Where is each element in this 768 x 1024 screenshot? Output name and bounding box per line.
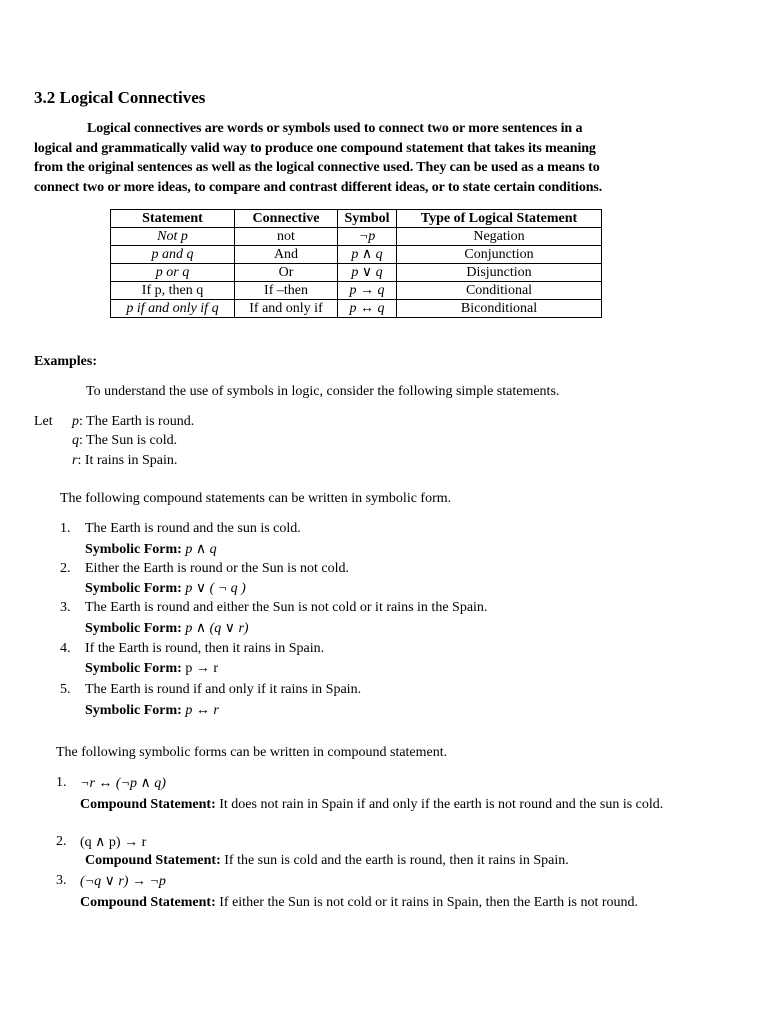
cell-connective: And [235,246,338,264]
compound-text: The Earth is round and either the Sun is not cold or it rains in the Spain. [85,600,488,615]
compound-text: The Earth is round and the sun is cold. [85,521,301,536]
header-type: Type of Logical Statement [397,210,602,228]
cell-connective: If and only if [235,300,338,318]
symbolic-intro: The following symbolic forms can be written in compound statement. [56,745,448,760]
header-symbol: Symbol [338,210,397,228]
symbolic-form-line: Symbolic Form: p → r [85,661,218,676]
cell-connective: Or [235,264,338,282]
symbolic-form-line: Symbolic Form: p ∧ q [85,542,217,557]
table-row [111,264,602,282]
let-label: Let [34,414,53,429]
cell-type: Disjunction [397,264,602,282]
simple-statement-r: r: It rains in Spain. [72,453,178,468]
compound-statement: Compound Statement: If the sun is cold and the earth is round, then it rains in Spain. [85,853,569,868]
intro-line: Logical connectives are words or symbols used to connect two or more sentences in a [87,121,583,136]
simple-statement-p: p: The Earth is round. [72,414,195,429]
cell-symbol: p ↔ q [338,300,397,318]
symbolic-form: (¬q ∨ r) → ¬p [80,874,166,889]
table-row [111,300,602,318]
list-number: 2. [60,561,71,576]
simple-statement-q: q: The Sun is cold. [72,433,178,448]
list-number: 5. [60,682,71,697]
header-statement: Statement [111,210,235,228]
cell-statement: Not p [111,228,235,246]
cell-statement: p and q [111,246,235,264]
list-number: 3. [56,873,67,888]
cell-symbol: ¬p [338,228,397,246]
cell-symbol: p ∨ q [338,264,397,282]
compound-text: Either the Earth is round or the Sun is not cold. [85,561,350,576]
cell-type: Conditional [397,282,602,300]
symbolic-form-line: Symbolic Form: p ∨ ( ¬ q ) [85,581,246,596]
cell-connective: not [235,228,338,246]
compound-text: The Earth is round if and only if it rains in Spain. [85,682,362,697]
cell-type: Negation [397,228,602,246]
cell-type: Biconditional [397,300,602,318]
cell-statement: If p, then q [111,282,235,300]
compound-text: If the Earth is round, then it rains in Spain. [85,641,325,656]
cell-symbol: p → q [338,282,397,300]
examples-intro: To understand the use of symbols in logic, consider the following simple statements. [86,384,560,399]
table-header-row [111,210,602,228]
cell-statement: p or q [111,264,235,282]
section-title: 3.2 Logical Connectives [34,88,206,107]
list-number: 2. [56,834,67,849]
compound-statement: Compound Statement: If either the Sun is not cold or it rains in Spain, then the Earth is not round. [80,895,639,910]
compound-statement: Compound Statement: It does not rain in Spain if and only if the earth is not round and the sun is cold. [80,797,664,812]
intro-paragraph [34,119,686,197]
list-number: 3. [60,600,71,615]
symbolic-form: ¬r ↔ (¬p ∧ q) [80,776,166,791]
intro-line: from the original sentences as well as the logical connective used. They can be used as a means to [34,160,600,175]
connectives-table [110,209,602,318]
examples-heading: Examples: [34,354,97,369]
list-number: 1. [56,775,67,790]
intro-line: logical and grammatically valid way to produce one compound statement that takes its meaning [34,140,596,156]
table-row [111,282,602,300]
list-number: 4. [60,641,71,656]
symbolic-form: (q ∧ p) → r [80,835,147,850]
symbolic-form-line: Symbolic Form: p ↔ r [85,703,219,718]
table-row [111,228,602,246]
intro-line: connect two or more ideas, to compare and contrast different ideas, or to state certain conditions. [34,179,603,195]
list-number: 1. [60,521,71,536]
cell-symbol: p ∧ q [338,246,397,264]
symbolic-form-line: Symbolic Form: p ∧ (q ∨ r) [85,621,249,636]
header-connective: Connective [235,210,338,228]
compound-intro: The following compound statements can be written in symbolic form. [60,491,452,506]
cell-connective: If –then [235,282,338,300]
table-row [111,246,602,264]
cell-type: Conjunction [397,246,602,264]
cell-statement: p if and only if q [111,300,235,318]
